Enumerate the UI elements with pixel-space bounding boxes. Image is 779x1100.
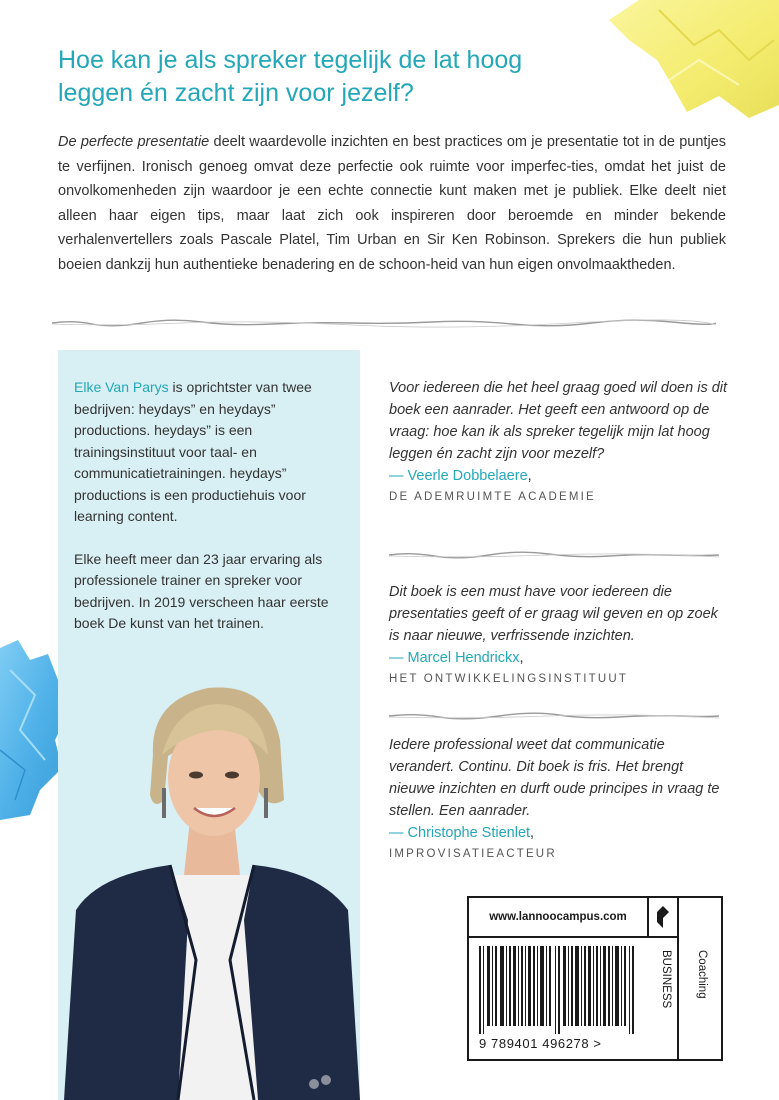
headline: Hoe kan je als spreker tegelijk de lat hoog leggen én zacht zijn voor jezelf? — [58, 46, 523, 107]
divider-top — [52, 318, 716, 328]
subcategory-label: Coaching — [696, 950, 708, 999]
isbn-digits: 9 789401 496278 > — [479, 1036, 602, 1051]
review-quote-2 — [389, 581, 729, 685]
divider-quote-2 — [389, 711, 719, 721]
quote-author: — Marcel Hendrickx, — [389, 650, 524, 666]
publisher-logo-icon — [649, 898, 679, 938]
quote-text: Iedere professional weet dat communicatie verandert. Continu. Dit boek is fris. Het brengt nieuwe inzichten en durft oude principes in vraag te stellen. Een aanrader. — [389, 737, 720, 819]
publisher-url: www.lannoocampus.com — [469, 898, 649, 938]
bio-paragraph-2: Elke heeft meer dan 23 jaar ervaring als professionele trainer en spreker voor bedrijven. In 2019 verscheen haar eerste boek De kunst van het trainen. — [74, 550, 329, 631]
bio-paragraph-1 — [74, 377, 344, 528]
category-label: BUSINESS — [660, 950, 672, 1009]
isbn-barcode — [477, 946, 643, 1034]
quote-organization: DE ADEMRUIMTE ACADEMIE — [389, 491, 596, 503]
author-name: — Veerle Dobbelaere — [389, 468, 528, 484]
author-bio — [74, 377, 344, 635]
bio-text-1: is oprichtster van twee bedrijven: heydays” en heydays” productions. heydays” is een trainingsinstituut voor taal- en communicatietrainingen. heydays” productions is een productiehuis voor learning content. — [74, 379, 312, 524]
review-quote-3 — [389, 734, 729, 860]
author-name: — Marcel Hendrickx — [389, 650, 520, 666]
quote-author: — Christophe Stienlet, — [389, 825, 535, 841]
author-portrait — [58, 660, 360, 1100]
quote-text: Dit boek is een must have voor iedereen die presentaties geeft of er graag wil geven en op zoek is naar nieuwe, verfrissende inzichten. — [389, 584, 718, 644]
quote-author: — Veerle Dobbelaere, — [389, 468, 532, 484]
crumpled-yellow-paper — [599, 0, 779, 120]
quote-text: Voor iedereen die het heel graag goed wil doen is dit boek een aanrader. Het geeft een antwoord op de vraag: hoe kan ik als spreker tegelijk mijn lat hoog leggen én zacht zijn voor mezelf? — [389, 380, 728, 462]
review-quote-1 — [389, 377, 729, 503]
divider-quote-1 — [389, 550, 719, 560]
author-name: Elke Van Parys — [74, 379, 169, 395]
intro-paragraph — [58, 130, 726, 277]
book-title: De perfecte presentatie — [58, 134, 210, 150]
barcode-box — [467, 896, 723, 1061]
quote-organization: HET ONTWIKKELINGSINSTITUUT — [389, 673, 629, 685]
intro-text: deelt waardevolle inzichten en best practices om je presentatie tot in de puntjes te verfijnen. Ironisch genoeg omvat deze perfectie ook ruimte voor imperfec-ties, omdat het juist de onvolkomenheden zijn waardoor je een echte connectie kunt maken met je publiek. Elke deelt niet alleen haar eigen tips, maar laat zich ook inspireren door beroemde en minder bekende verhalenvertellers zoals Pascale Platel, Tim Urban en Sir Ken Robinson. Sprekers die hun publiek boeien dankzij hun authentieke benadering en de schoon-heid van hun eigen onvolmaaktheden. — [58, 134, 726, 273]
category-column — [649, 938, 679, 1059]
author-name: — Christophe Stienlet — [389, 825, 531, 841]
quote-organization: IMPROVISATIEACTEUR — [389, 848, 557, 860]
